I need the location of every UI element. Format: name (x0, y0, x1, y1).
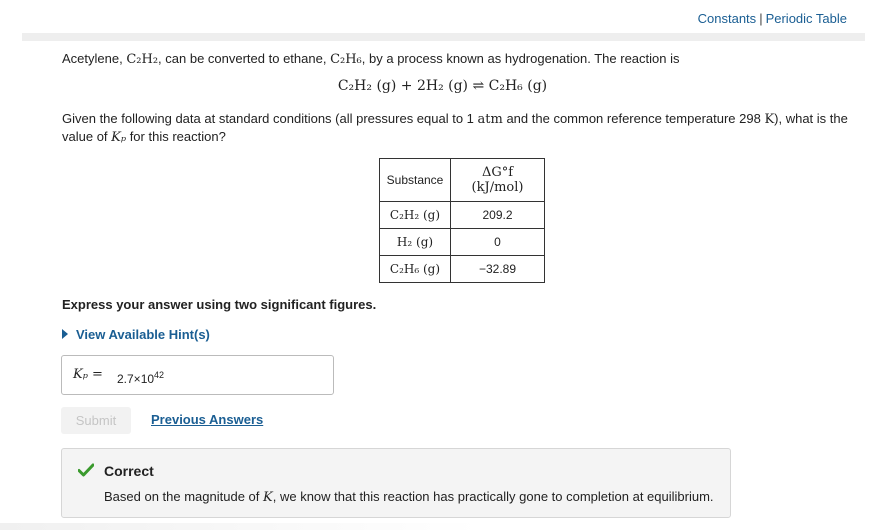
table-header-row (380, 159, 545, 202)
table-cell-substance: C₂H₆ (g) (380, 256, 451, 283)
hint-link-label: View Available Hint(s) (76, 327, 210, 342)
ethane-formula: C₂H₆ (330, 52, 362, 67)
kelvin-unit: K (764, 112, 775, 127)
problem-intro: Acetylene, C₂H₂, can be converted to ethane, C₂H₆, by a process known as hydrogenation. The reaction is (62, 51, 680, 67)
table-cell-substance: C₂H₂ (g) (380, 202, 451, 229)
answer-value: $2.7\times 10^{42}$ (117, 370, 165, 386)
top-bar (0, 0, 885, 33)
reaction-equation: C₂H₂ (g) + 2H₂ (g) ⇌ C₂H₆ (g) (337, 78, 548, 94)
answer-exponent: 42 (154, 370, 165, 380)
problem-question: Given the following data at standard conditions (all pressures equal to 1 atm and the common reference temperature 298 K), what is the value of Kₚ for this reaction? (62, 111, 848, 145)
feedback-message: Based on the magnitude of K, we know that this reaction has practically gone to completion at equilibrium. (104, 489, 714, 505)
table-cell-value: −32.89 (451, 256, 545, 283)
answer-instructions: Express your answer using two significant figures. (62, 297, 377, 312)
view-hints-toggle[interactable] (62, 327, 210, 342)
table-header-substance: Substance (380, 159, 451, 202)
checkmark-icon (78, 463, 94, 477)
acetylene-formula: C₂H₂ (126, 52, 159, 67)
periodic-table-link[interactable]: Periodic Table (765, 11, 847, 26)
k-symbol: K (263, 490, 273, 505)
table-header-delta-g: ΔG°f (kJ/mol) (451, 159, 545, 202)
table-cell-value: 0 (451, 229, 545, 256)
expand-triangle-icon (62, 329, 68, 339)
atm-unit: atm (477, 112, 503, 127)
feedback-status: Correct (104, 463, 154, 479)
reference-links (698, 11, 847, 26)
table-row (380, 256, 545, 283)
kp-symbol: Kₚ (111, 130, 127, 145)
link-separator: | (759, 11, 763, 26)
constants-link[interactable]: Constants (697, 11, 757, 26)
table-row (380, 229, 545, 256)
table-cell-value: 209.2 (451, 202, 545, 229)
bottom-edge (0, 523, 480, 530)
gibbs-energy-table (379, 158, 545, 283)
table-cell-substance: H₂ (g) (380, 229, 451, 256)
feedback-panel (61, 448, 731, 518)
submit-button[interactable]: Submit (61, 407, 131, 434)
header-divider (22, 33, 865, 41)
answer-field[interactable] (61, 355, 334, 395)
table-row (380, 202, 545, 229)
previous-answers-link[interactable]: Previous Answers (151, 412, 264, 427)
answer-label: Kₚ = (73, 367, 103, 382)
